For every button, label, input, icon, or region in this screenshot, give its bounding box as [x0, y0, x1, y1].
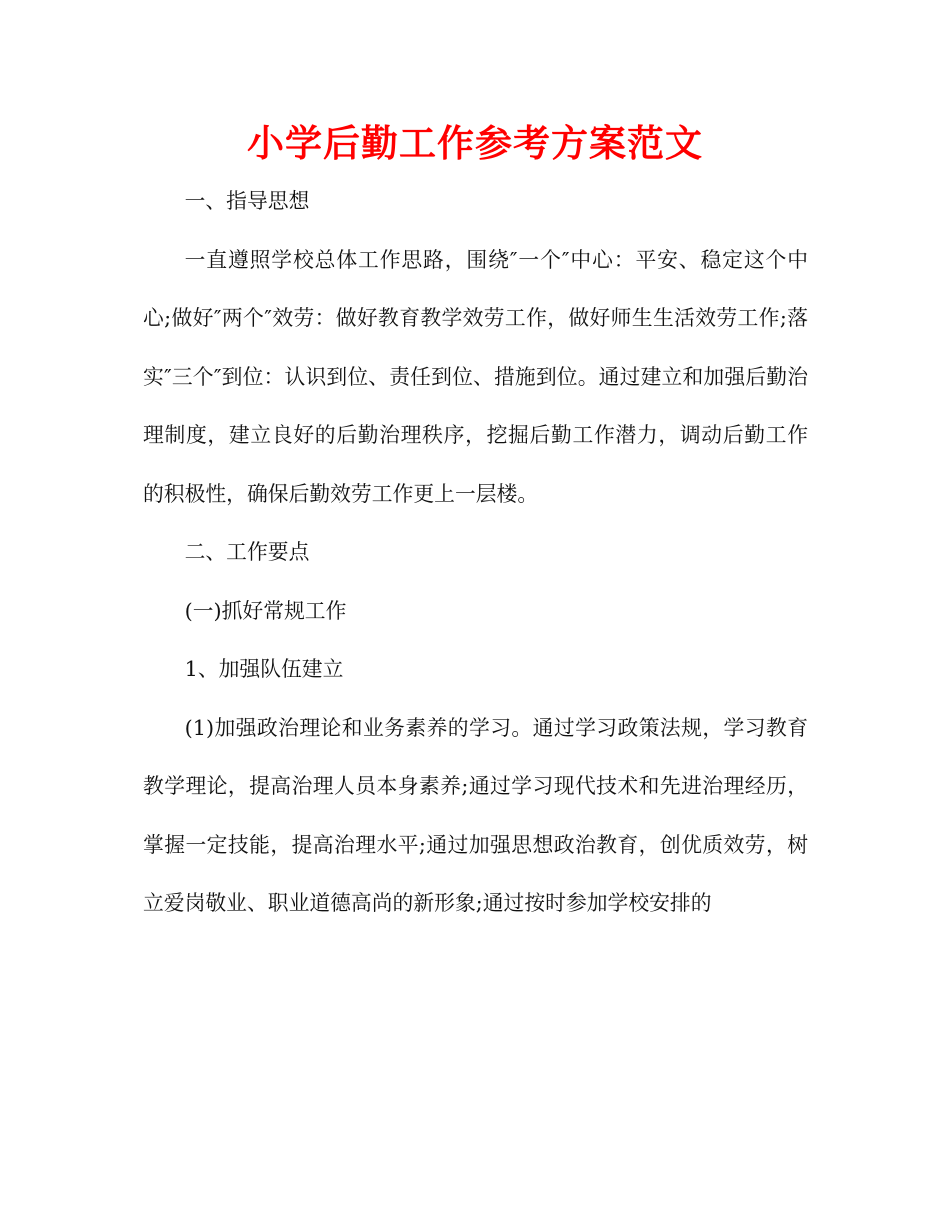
- document-body: [143, 172, 808, 933]
- section-heading-guiding-ideology: 一、指导思想: [184, 189, 310, 213]
- subsection-heading-routine-work: (一)抓好常规工作: [184, 598, 347, 623]
- section-heading-work-points: 二、工作要点: [184, 540, 310, 564]
- paragraph-team-building: (1)加强政治理论和业务素养的学习。通过学习政策法规，学习教育教学理论，提高治理人员本身素养;通过学习现代技术和先进治理经历，掌握一定技能，提高治理水平;通过加强思想政治教育，创优质效劳，树立爱岗敬业、职业道德高尚的新形象;通过按时参加学校安排的: [143, 715, 808, 915]
- document-title: 小学后勤工作参考方案范文: [247, 121, 703, 165]
- item-heading-team-building: 1、加强队伍建立: [184, 657, 344, 681]
- paragraph-guiding-ideology: 一直遵照学校总体工作思路，围绕″一个″中心：平安、稳定这个中心;做好″两个″效劳：做好教育教学效劳工作，做好师生生活效劳工作;落实″三个″到位：认识到位、责任到位、措施到位。通过建立和加强后勤治理制度，建立良好的后勤治理秩序，挖掘后勤工作潜力，调动后勤工作的积极性，确保后勤效劳工作更上一层楼。: [143, 247, 808, 506]
